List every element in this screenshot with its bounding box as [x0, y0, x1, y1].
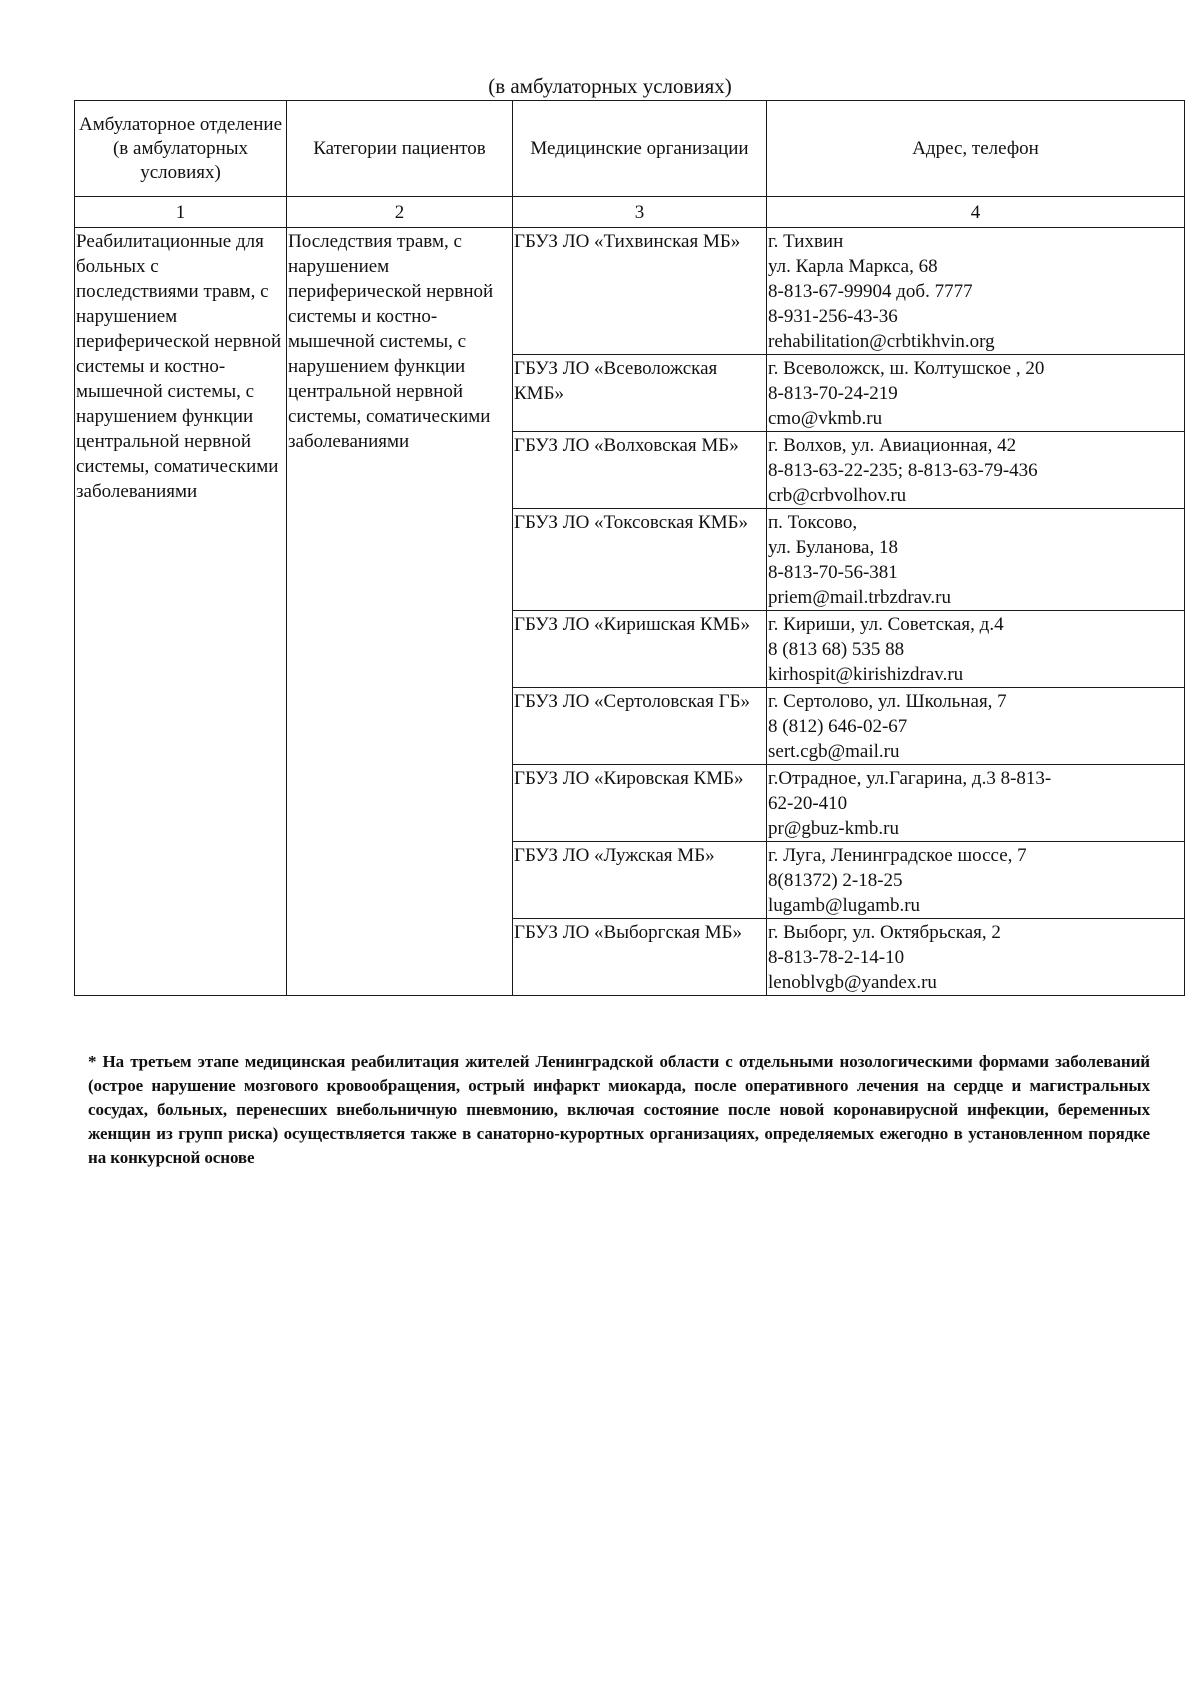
organization-cell: ГБУЗ ЛО «Киришская КМБ»: [513, 611, 767, 688]
email: lenoblvgb@yandex.ru: [768, 972, 937, 993]
address-cell: [767, 355, 1185, 432]
email: sert.cgb@mail.ru: [768, 741, 900, 762]
address-line: г. Выборг, ул. Октябрьская, 2: [768, 922, 1001, 943]
header-address: Адрес, телефон: [767, 101, 1185, 197]
address-line: 8-813-67-99904 доб. 7777: [768, 281, 973, 302]
table-caption: (в амбулаторных условиях): [488, 74, 732, 98]
header-department: Амбулаторное отделение (в амбулаторных условиях): [75, 101, 287, 197]
organizations-table: [74, 100, 1185, 996]
column-number: 1: [75, 197, 287, 228]
address-line: 8-931-256-43-36: [768, 306, 898, 327]
email: pr@gbuz-kmb.ru: [768, 818, 899, 839]
address-cell: [767, 919, 1185, 996]
organization-cell: ГБУЗ ЛО «Лужская МБ»: [513, 842, 767, 919]
address-line: 62-20-410: [768, 793, 848, 814]
column-number-row: [75, 197, 1185, 228]
address-line: г. Сертолово, ул. Школьная, 7: [768, 691, 1007, 712]
address-line: г. Тихвин: [768, 231, 844, 252]
email: priem@mail.trbzdrav.ru: [768, 587, 951, 608]
header-organizations: Медицинские организации: [513, 101, 767, 197]
address-line: г. Кириши, ул. Советская, д.4: [768, 614, 1004, 635]
email: crb@crbvolhov.ru: [768, 485, 907, 506]
column-number: 2: [287, 197, 513, 228]
address-cell: [767, 611, 1185, 688]
address-cell: [767, 509, 1185, 611]
email: rehabilitation@crbtikhvin.org: [768, 331, 995, 352]
address-line: г. Волхов, ул. Авиационная, 42: [768, 435, 1017, 456]
address-line: ул. Карла Маркса, 68: [768, 256, 938, 277]
address-line: 8-813-78-2-14-10: [768, 947, 905, 968]
address-line: 8-813-63-22-235; 8-813-63-79-436: [768, 460, 1038, 481]
organization-cell: ГБУЗ ЛО «Кировская КМБ»: [513, 765, 767, 842]
organization-cell: ГБУЗ ЛО «Выборгская МБ»: [513, 919, 767, 996]
address-line: 8(81372) 2-18-25: [768, 870, 903, 891]
address-cell: [767, 688, 1185, 765]
table-row: [75, 228, 1185, 355]
email: cmo@vkmb.ru: [768, 408, 883, 429]
address-cell: [767, 432, 1185, 509]
address-line: ул. Буланова, 18: [768, 537, 898, 558]
column-number: 4: [767, 197, 1185, 228]
categories-cell: Последствия травм, с нарушением периферической нервной системы и костно-мышечной системы, с нарушением функции центральной нервной системы, соматическими заболеваниями: [287, 228, 513, 996]
address-line: г. Всеволожск, ш. Колтушское , 20: [768, 358, 1045, 379]
address-cell: [767, 228, 1185, 355]
department-cell: Реабилитационные для больных с последствиями травм, с нарушением периферической нервной системы и костно-мышечной системы, с нарушением функции центральной нервной системы, соматическими заболеваниями: [75, 228, 287, 996]
address-cell: [767, 842, 1185, 919]
email: kirhospit@kirishizdrav.ru: [768, 664, 964, 685]
address-cell: [767, 765, 1185, 842]
address-line: г. Луга, Ленинградское шоссе, 7: [768, 845, 1027, 866]
address-line: г.Отрадное, ул.Гагарина, д.3 8-813-: [768, 768, 1052, 789]
address-line: 8 (813 68) 535 88: [768, 639, 905, 660]
footnote: * На третьем этапе медицинская реабилитация жителей Ленинградской области с отдельными нозологическими формами заболеваний (острое нарушение мозгового кровообращения, острый инфаркт миокарда, после оперативного лечения на сердце и магистральных сосудах, больных, перенесших внебольничную пневмонию, включая состояние после новой коронавирусной инфекции, беременных женщин из групп риска) осуществляется также в санаторно-курортных организациях, определяемых ежегодно в установленном порядке на конкурсной основе: [88, 1052, 1150, 1167]
header-row: [75, 101, 1185, 197]
address-line: 8-813-70-24-219: [768, 383, 898, 404]
organization-cell: ГБУЗ ЛО «Волховская МБ»: [513, 432, 767, 509]
organization-cell: ГБУЗ ЛО «Сертоловская ГБ»: [513, 688, 767, 765]
header-categories: Категории пациентов: [287, 101, 513, 197]
address-line: 8 (812) 646-02-67: [768, 716, 908, 737]
email: lugamb@lugamb.ru: [768, 895, 921, 916]
column-number: 3: [513, 197, 767, 228]
organization-cell: ГБУЗ ЛО «Тихвинская МБ»: [513, 228, 767, 355]
organization-cell: ГБУЗ ЛО «Токсовская КМБ»: [513, 509, 767, 611]
organization-cell: ГБУЗ ЛО «Всеволожская КМБ»: [513, 355, 767, 432]
address-line: 8-813-70-56-381: [768, 562, 898, 583]
address-line: п. Токсово,: [768, 512, 858, 533]
